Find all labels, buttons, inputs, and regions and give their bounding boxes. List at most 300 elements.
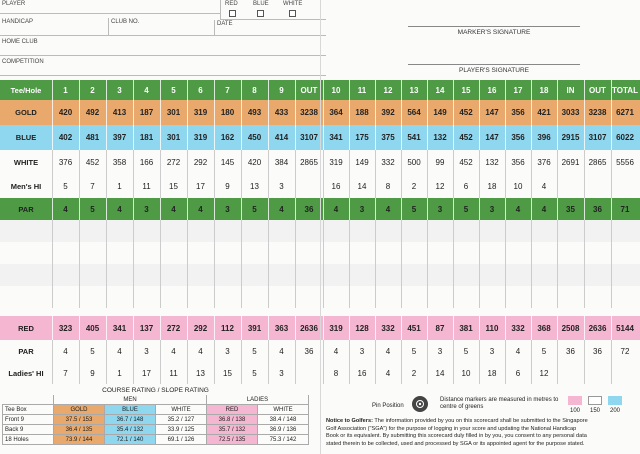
score-cell: 87 — [435, 323, 445, 333]
score-cell: 72 — [620, 346, 630, 356]
score-cell: 368 — [537, 323, 551, 333]
rating-title: COURSE RATING / SLOPE RATING — [102, 387, 209, 394]
score-cell: 5 — [252, 204, 257, 214]
score-cell: 2636 — [300, 323, 318, 333]
score-cell — [611, 174, 639, 198]
cell-divider — [79, 242, 80, 264]
rating-cell: 35.2 / 127 — [156, 415, 207, 425]
cell-divider — [214, 264, 215, 286]
score-cell: 5 — [252, 346, 257, 356]
score-cell: 14 — [357, 181, 367, 191]
cell-divider — [584, 220, 585, 242]
score-cell: 4 — [171, 346, 176, 356]
cell-divider — [241, 286, 242, 308]
score-cell: 332 — [381, 157, 395, 167]
fold-line — [320, 0, 321, 454]
column-header: OUT — [589, 85, 606, 95]
distance-150-swatch — [588, 396, 602, 405]
score-cell — [611, 362, 639, 384]
cell-divider — [349, 220, 350, 242]
score-cell: 147 — [485, 133, 499, 142]
column-header: OUT — [300, 85, 318, 95]
pin-position-label: Pin Position — [372, 403, 404, 409]
column-header: 16 — [487, 85, 497, 95]
score-cell: 2 — [411, 181, 417, 191]
score-cell: 6022 — [616, 133, 634, 142]
score-cell: 5 — [90, 204, 95, 214]
score-cell: 4 — [385, 204, 391, 214]
score-cell: 175 — [355, 133, 369, 142]
cell-divider — [584, 264, 585, 286]
score-cell: 145 — [220, 157, 235, 167]
cell-divider — [106, 220, 107, 242]
white-tee-label: WHITE — [283, 1, 303, 7]
score-cell: 323 — [58, 323, 73, 333]
score-cell: 363 — [274, 323, 289, 333]
cell-divider — [160, 264, 161, 286]
ladies-heading: LADIES — [207, 395, 309, 405]
score-cell: 272 — [166, 157, 181, 167]
score-cell: 5 — [90, 346, 95, 356]
column-header: 12 — [383, 85, 393, 95]
cell-divider — [295, 220, 296, 242]
distance-100-label: 100 — [569, 408, 580, 414]
cell-divider — [557, 242, 558, 264]
column-header: 2 — [90, 85, 95, 95]
score-cell: 4 — [385, 368, 391, 378]
score-cell: 132 — [433, 133, 447, 142]
column-header: 14 — [435, 85, 445, 95]
score-cell: 71 — [620, 204, 630, 214]
score-cell: 13 — [250, 181, 259, 191]
score-cell: 187 — [139, 108, 154, 117]
score-cell: 3 — [489, 346, 495, 356]
cell-divider — [323, 242, 324, 264]
cell-divider — [479, 242, 480, 264]
score-cell: 180 — [220, 108, 235, 117]
score-cell: 341 — [112, 323, 127, 333]
cell-divider — [160, 286, 161, 308]
score-cell — [584, 174, 611, 198]
column-header: 9 — [279, 85, 284, 95]
score-cell: 405 — [85, 323, 100, 333]
score-cell: 16 — [331, 181, 341, 191]
blue-heading: BLUE — [105, 405, 156, 415]
score-cell: 319 — [193, 108, 208, 117]
score-cell: 1 — [117, 368, 122, 378]
score-cell: 452 — [459, 133, 473, 142]
score-cell: 18 — [487, 368, 497, 378]
score-cell: 11 — [169, 368, 178, 378]
score-cell: 319 — [329, 323, 343, 333]
cell-divider — [401, 286, 402, 308]
distance-note: Distance markers are measured in metres to centre of greens — [440, 397, 559, 410]
score-cell: 3033 — [561, 108, 580, 117]
score-cell: 4 — [385, 346, 391, 356]
score-cell: 421 — [537, 108, 551, 117]
cell-divider — [214, 286, 215, 308]
score-cell: 137 — [139, 323, 154, 333]
score-cell: 292 — [193, 323, 208, 333]
score-cell: 36 — [593, 346, 602, 356]
cell-divider — [479, 286, 480, 308]
score-cell: 36 — [304, 204, 314, 214]
score-cell: 3 — [144, 346, 149, 356]
date-label: DATE — [217, 21, 233, 27]
column-header: 8 — [252, 85, 257, 95]
cell-divider — [241, 220, 242, 242]
score-cell: 376 — [58, 157, 73, 167]
score-cell: 4 — [333, 346, 339, 356]
score-cell: 4 — [63, 204, 68, 214]
score-cell: 364 — [329, 108, 343, 117]
cell-divider — [323, 286, 324, 308]
score-cell: 17 — [142, 368, 151, 378]
cell-divider — [268, 220, 269, 242]
score-cell: 452 — [459, 108, 473, 117]
column-header: 11 — [357, 85, 367, 95]
score-cell: 3107 — [300, 133, 318, 142]
club-no-field[interactable] — [108, 18, 214, 36]
column-header: 4 — [144, 85, 149, 95]
cell-divider — [133, 220, 134, 242]
score-cell: 110 — [485, 323, 499, 333]
home-club-field[interactable] — [0, 38, 326, 56]
rating-cell: 36.7 / 148 — [105, 415, 156, 425]
score-cell: 451 — [407, 323, 421, 333]
cell-divider — [52, 220, 53, 242]
rating-row — [3, 425, 309, 435]
score-cell: 15 — [169, 181, 178, 191]
column-header: IN — [566, 85, 575, 95]
competition-label: COMPETITION — [2, 59, 44, 65]
score-cell — [295, 174, 323, 198]
score-cell: 162 — [220, 133, 235, 142]
score-cell — [584, 362, 611, 384]
score-cell: 36 — [566, 346, 575, 356]
score-cell: 396 — [537, 133, 551, 142]
score-cell: 4 — [198, 346, 203, 356]
rating-spacer — [3, 395, 54, 405]
score-cell: 4 — [198, 204, 203, 214]
score-cell: 481 — [85, 133, 100, 142]
score-cell: 420 — [58, 108, 73, 117]
score-cell: 3107 — [588, 133, 607, 142]
row-label: GOLD — [15, 108, 37, 117]
rating-cell: 18 Holes — [3, 435, 54, 445]
date-field[interactable] — [214, 20, 326, 36]
course-rating-table — [2, 386, 309, 445]
cell-divider — [611, 264, 612, 286]
rating-row — [3, 415, 309, 425]
rating-cell: 33.9 / 125 — [156, 425, 207, 435]
blue-tee-checkbox[interactable] — [257, 10, 264, 17]
cell-divider — [295, 264, 296, 286]
score-cell: 5144 — [616, 323, 634, 333]
score-cell: 5 — [463, 204, 469, 214]
score-cell: 564 — [407, 108, 421, 117]
rating-cell: 35.7 / 132 — [207, 425, 258, 435]
rating-cell: 36.8 / 138 — [207, 415, 258, 425]
score-cell: 3 — [279, 181, 284, 191]
score-cell: 433 — [274, 108, 289, 117]
score-cell: 358 — [112, 157, 127, 167]
cell-divider — [295, 286, 296, 308]
score-cell: 3238 — [300, 108, 318, 117]
score-cell: 147 — [485, 108, 499, 117]
cell-divider — [375, 220, 376, 242]
cell-divider — [375, 286, 376, 308]
row-label: PAR — [18, 346, 34, 356]
column-header: 18 — [539, 85, 549, 95]
player-field[interactable] — [0, 0, 220, 14]
score-cell: 391 — [247, 323, 262, 333]
score-cell: 2508 — [561, 323, 580, 333]
rating-cell: 72.5 / 135 — [207, 435, 258, 445]
score-cell: 413 — [112, 108, 127, 117]
blue-tee-label: BLUE — [253, 1, 269, 7]
column-header: 13 — [409, 85, 419, 95]
score-cell: 319 — [329, 157, 343, 167]
score-cell: 3 — [144, 204, 149, 214]
score-cell: 420 — [247, 157, 262, 167]
score-cell: 36 — [593, 204, 602, 214]
score-cell: 112 — [221, 323, 234, 333]
score-cell: 450 — [247, 133, 262, 142]
column-header: 1 — [63, 85, 68, 95]
cell-divider — [453, 264, 454, 286]
rating-cell: Back 9 — [3, 425, 54, 435]
score-cell — [295, 362, 323, 384]
cell-divider — [479, 264, 480, 286]
cell-divider — [505, 264, 506, 286]
score-cell: 3 — [437, 204, 443, 214]
score-cell: 3 — [225, 204, 230, 214]
cell-divider — [241, 242, 242, 264]
column-header: 5 — [171, 85, 176, 95]
notice-title: Notice to Golfers: — [326, 418, 373, 424]
score-cell: 12 — [435, 181, 445, 191]
score-cell: 4 — [515, 346, 521, 356]
score-cell: 541 — [407, 133, 421, 142]
cell-divider — [375, 242, 376, 264]
score-cell: 188 — [355, 108, 369, 117]
cell-divider — [401, 264, 402, 286]
score-cell: 35 — [566, 204, 575, 214]
score-cell: 3 — [359, 204, 365, 214]
cell-divider — [160, 220, 161, 242]
column-header: 10 — [331, 85, 341, 95]
cell-divider — [427, 242, 428, 264]
score-cell: 16 — [357, 368, 367, 378]
notice-line: Book or its equivalent. By submitting this scorecard duly filled in by you, you consent to any personal data — [326, 433, 587, 439]
score-cell: 4 — [541, 181, 547, 191]
tee-selection — [220, 0, 326, 20]
cell-divider — [323, 220, 324, 242]
score-cell: 181 — [139, 133, 154, 142]
cell-divider — [427, 286, 428, 308]
cell-divider — [214, 220, 215, 242]
score-cell: 166 — [139, 157, 154, 167]
cell-divider — [584, 242, 585, 264]
cell-divider — [611, 220, 612, 242]
cell-divider — [79, 286, 80, 308]
cell-divider — [427, 264, 428, 286]
cell-divider — [505, 220, 506, 242]
rating-cell: 73.9 / 144 — [54, 435, 105, 445]
score-cell: 5556 — [616, 157, 634, 167]
player-signature-label: PLAYER'S SIGNATURE — [459, 67, 529, 74]
cell-divider — [106, 242, 107, 264]
column-header: 6 — [198, 85, 203, 95]
score-cell: 301 — [166, 108, 181, 117]
cell-divider — [268, 286, 269, 308]
score-cell: 381 — [459, 323, 473, 333]
score-cell: 301 — [166, 133, 181, 142]
red-tee-label: RED — [225, 1, 238, 7]
score-cell: 3 — [437, 346, 443, 356]
score-cell: 4 — [63, 346, 68, 356]
score-cell: 341 — [329, 133, 343, 142]
cell-divider — [106, 286, 107, 308]
marker-signature-line — [408, 26, 580, 27]
cell-divider — [531, 264, 532, 286]
score-cell: 2 — [411, 368, 417, 378]
score-cell: 292 — [193, 157, 208, 167]
score-cell: 4 — [171, 204, 176, 214]
player-signature-line — [408, 64, 580, 65]
cell-divider — [106, 264, 107, 286]
cell-divider — [453, 286, 454, 308]
rating-cell: 72.1 / 140 — [105, 435, 156, 445]
rating-cell: 37.5 / 153 — [54, 415, 105, 425]
score-cell: 375 — [381, 133, 395, 142]
cell-divider — [52, 286, 53, 308]
score-cell: 332 — [511, 323, 525, 333]
tee-box-heading: Tee Box — [3, 405, 54, 415]
score-cell: 149 — [355, 157, 369, 167]
row-label: Men's HI — [10, 181, 42, 191]
handicap-label: HANDICAP — [2, 19, 34, 25]
score-cell: 15 — [223, 368, 232, 378]
white-ladies-heading: WHITE — [258, 405, 309, 415]
score-cell: 128 — [355, 323, 369, 333]
player-label: PLAYER — [2, 1, 26, 7]
cell-divider — [557, 220, 558, 242]
score-cell: 452 — [85, 157, 100, 167]
score-cell: 2865 — [300, 157, 318, 167]
score-cell: 3 — [489, 204, 495, 214]
white-tee-checkbox[interactable] — [289, 10, 296, 17]
cell-divider — [52, 242, 53, 264]
score-cell: 9 — [225, 181, 230, 191]
score-cell: 12 — [539, 368, 549, 378]
score-cell: 2636 — [588, 323, 607, 333]
score-cell: 356 — [511, 108, 525, 117]
score-cell: 5 — [63, 181, 68, 191]
score-cell: 414 — [274, 133, 289, 142]
score-cell: 4 — [117, 346, 122, 356]
cell-divider — [505, 286, 506, 308]
row-label: BLUE — [15, 133, 37, 142]
notice-line: Golf Association ("SGA") for the purpose of logging in your score and updating the National Handicap — [326, 425, 577, 432]
score-cell: 493 — [247, 108, 262, 117]
score-cell — [557, 362, 584, 384]
score-cell: 4 — [333, 204, 339, 214]
column-header: 3 — [117, 85, 122, 95]
score-cell: 10 — [513, 181, 523, 191]
score-cell: 4 — [515, 204, 521, 214]
rating-cell: 35.4 / 132 — [105, 425, 156, 435]
cell-divider — [52, 264, 53, 286]
row-label: WHITE — [13, 157, 39, 167]
score-cell: 7 — [63, 368, 68, 378]
distance-200-label: 200 — [609, 408, 620, 414]
score-cell: 2691 — [561, 157, 580, 167]
cell-divider — [295, 242, 296, 264]
red-tee-checkbox[interactable] — [229, 10, 236, 17]
rating-cell: 36.4 / 135 — [54, 425, 105, 435]
score-cell: 132 — [485, 157, 499, 167]
cell-divider — [133, 264, 134, 286]
score-cell: 4 — [279, 346, 284, 356]
row-label: Ladies' HI — [8, 368, 44, 378]
score-cell: 376 — [537, 157, 551, 167]
row-label: Tee/Hole — [10, 85, 42, 95]
score-cell: 3 — [279, 368, 284, 378]
cell-divider — [375, 264, 376, 286]
score-cell: 6 — [515, 368, 521, 378]
cell-divider — [479, 220, 480, 242]
rating-cell: 69.1 / 126 — [156, 435, 207, 445]
score-cell: 36 — [304, 346, 314, 356]
cell-divider — [611, 286, 612, 308]
pin-position-icon — [412, 396, 428, 412]
cell-divider — [531, 286, 532, 308]
distance-200-swatch — [608, 396, 622, 405]
cell-divider — [160, 242, 161, 264]
score-cell: 5 — [541, 346, 547, 356]
cell-divider — [133, 286, 134, 308]
score-cell: 2865 — [588, 157, 607, 167]
score-cell: 6271 — [616, 108, 634, 117]
cell-divider — [214, 242, 215, 264]
cell-divider — [187, 264, 188, 286]
score-cell: 492 — [85, 108, 100, 117]
score-cell: 10 — [461, 368, 471, 378]
white-men-heading: WHITE — [156, 405, 207, 415]
cell-divider — [187, 286, 188, 308]
handicap-field[interactable] — [0, 18, 108, 36]
cell-divider — [268, 264, 269, 286]
notice-to-golfers — [326, 418, 638, 448]
score-cell: 5 — [463, 346, 469, 356]
score-cell: 8 — [333, 368, 339, 378]
score-cell: 4 — [541, 204, 547, 214]
cell-divider — [505, 242, 506, 264]
score-cell: 17 — [196, 181, 205, 191]
score-cell: 332 — [381, 323, 395, 333]
score-cell: 5 — [411, 204, 417, 214]
score-cell: 11 — [142, 181, 151, 191]
score-cell: 356 — [511, 133, 525, 142]
score-cell: 14 — [435, 368, 445, 378]
cell-divider — [531, 242, 532, 264]
score-cell: 149 — [433, 108, 447, 117]
competition-field[interactable] — [0, 58, 326, 76]
cell-divider — [453, 242, 454, 264]
score-cell: 13 — [196, 368, 205, 378]
